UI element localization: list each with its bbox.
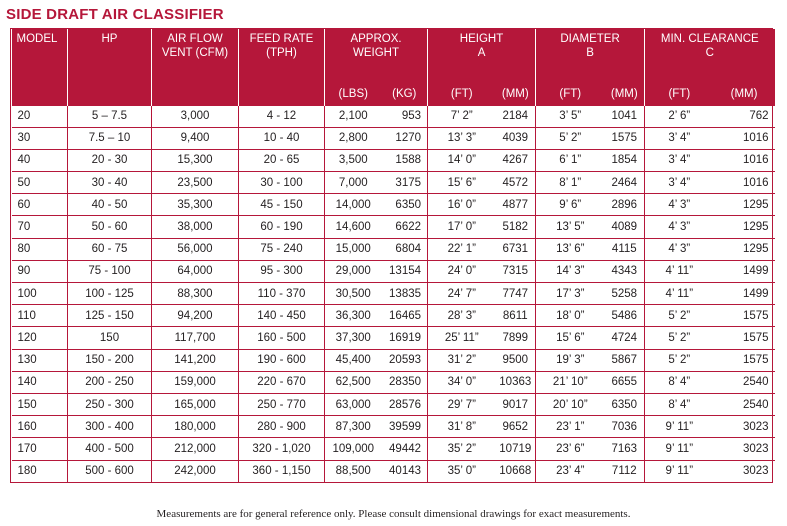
cell-airflow: 141,200 [152, 349, 239, 371]
cell-weight-lbs: 29,000 [325, 260, 382, 282]
cell-height-mm: 9017 [496, 393, 536, 415]
unit-height-ft: (FT) [428, 83, 496, 105]
header-diameter-line1: DIAMETER [560, 33, 620, 45]
cell-airflow: 180,000 [152, 416, 239, 438]
cell-weight-lbs: 2,800 [325, 127, 382, 149]
header-airflow [152, 29, 239, 83]
cell-hp: 40 - 50 [68, 194, 152, 216]
cell-clearance-mm: 2540 [714, 371, 775, 393]
cell-height-ft: 31’ 8” [428, 416, 496, 438]
header-diameter-line2: B [586, 47, 594, 59]
cell-clearance-ft: 5’ 2” [645, 305, 714, 327]
cell-airflow: 212,000 [152, 438, 239, 460]
table-row [12, 216, 775, 238]
table-row [12, 371, 775, 393]
cell-weight-lbs: 109,000 [325, 438, 382, 460]
cell-model: 40 [12, 149, 68, 171]
table-row [12, 172, 775, 194]
cell-clearance-mm: 2540 [714, 393, 775, 415]
cell-diameter-mm: 5486 [605, 305, 645, 327]
cell-feed-rate: 360 - 1,150 [239, 460, 325, 482]
cell-diameter-ft: 14’ 3” [536, 260, 605, 282]
cell-hp: 7.5 – 10 [68, 127, 152, 149]
cell-diameter-ft: 13’ 6” [536, 238, 605, 260]
cell-diameter-ft: 8’ 1” [536, 172, 605, 194]
cell-model: 20 [12, 105, 68, 127]
cell-airflow: 15,300 [152, 149, 239, 171]
cell-model: 170 [12, 438, 68, 460]
cell-hp: 250 - 300 [68, 393, 152, 415]
cell-model: 150 [12, 393, 68, 415]
cell-hp: 60 - 75 [68, 238, 152, 260]
unit-airflow-blank [152, 83, 239, 105]
cell-airflow: 9,400 [152, 127, 239, 149]
table-row [12, 305, 775, 327]
cell-clearance-mm: 1295 [714, 216, 775, 238]
cell-diameter-mm: 1854 [605, 149, 645, 171]
cell-weight-lbs: 36,300 [325, 305, 382, 327]
cell-height-ft: 22’ 1” [428, 238, 496, 260]
cell-height-mm: 8611 [496, 305, 536, 327]
cell-hp: 300 - 400 [68, 416, 152, 438]
spec-table-container [10, 28, 773, 483]
cell-feed-rate: 45 - 150 [239, 194, 325, 216]
cell-airflow: 64,000 [152, 260, 239, 282]
cell-height-ft: 28’ 3” [428, 305, 496, 327]
cell-model: 110 [12, 305, 68, 327]
cell-clearance-ft: 4’ 11” [645, 283, 714, 305]
cell-feed-rate: 10 - 40 [239, 127, 325, 149]
cell-airflow: 165,000 [152, 393, 239, 415]
cell-feed-rate: 140 - 450 [239, 305, 325, 327]
cell-weight-lbs: 14,600 [325, 216, 382, 238]
cell-weight-lbs: 45,400 [325, 349, 382, 371]
cell-diameter-mm: 2896 [605, 194, 645, 216]
cell-weight-kg: 1270 [382, 127, 428, 149]
cell-feed-rate: 20 - 65 [239, 149, 325, 171]
cell-height-mm: 9500 [496, 349, 536, 371]
cell-weight-lbs: 2,100 [325, 105, 382, 127]
cell-diameter-ft: 17’ 3” [536, 283, 605, 305]
cell-feed-rate: 250 - 770 [239, 393, 325, 415]
table-row [12, 194, 775, 216]
spec-table [11, 29, 775, 482]
cell-height-mm: 2184 [496, 105, 536, 127]
header-clearance-line2: C [705, 47, 714, 59]
cell-airflow: 94,200 [152, 305, 239, 327]
cell-height-ft: 24’ 0” [428, 260, 496, 282]
cell-clearance-mm: 762 [714, 105, 775, 127]
cell-clearance-mm: 1016 [714, 149, 775, 171]
cell-height-mm: 6731 [496, 238, 536, 260]
cell-clearance-mm: 1295 [714, 238, 775, 260]
cell-feed-rate: 4 - 12 [239, 105, 325, 127]
cell-weight-kg: 40143 [382, 460, 428, 482]
unit-lbs: (LBS) [325, 83, 382, 105]
header-feed-rate [239, 29, 325, 83]
cell-hp: 400 - 500 [68, 438, 152, 460]
cell-feed-rate: 30 - 100 [239, 172, 325, 194]
cell-diameter-mm: 5258 [605, 283, 645, 305]
cell-clearance-mm: 1575 [714, 327, 775, 349]
cell-diameter-ft: 19’ 3” [536, 349, 605, 371]
cell-diameter-ft: 15’ 6” [536, 327, 605, 349]
cell-clearance-ft: 8’ 4” [645, 393, 714, 415]
cell-clearance-ft: 5’ 2” [645, 349, 714, 371]
table-row [12, 105, 775, 127]
cell-weight-kg: 20593 [382, 349, 428, 371]
table-row [12, 327, 775, 349]
table-row [12, 438, 775, 460]
cell-weight-kg: 6622 [382, 216, 428, 238]
header-hp: HP [68, 29, 152, 83]
cell-model: 180 [12, 460, 68, 482]
header-airflow-line1: AIR FLOW [167, 33, 223, 45]
cell-weight-kg: 1588 [382, 149, 428, 171]
header-model: MODEL [12, 29, 68, 83]
header-airflow-line2: VENT (CFM) [161, 47, 229, 59]
cell-height-mm: 5182 [496, 216, 536, 238]
cell-clearance-ft: 3’ 4” [645, 149, 714, 171]
cell-weight-kg: 6804 [382, 238, 428, 260]
cell-diameter-mm: 6350 [605, 393, 645, 415]
cell-diameter-mm: 2464 [605, 172, 645, 194]
cell-diameter-mm: 4724 [605, 327, 645, 349]
cell-height-ft: 15’ 6” [428, 172, 496, 194]
unit-height-mm: (MM) [496, 83, 536, 105]
header-height [428, 29, 536, 83]
cell-model: 70 [12, 216, 68, 238]
header-feed-line1: FEED RATE [249, 33, 314, 45]
cell-height-mm: 10719 [496, 438, 536, 460]
cell-model: 120 [12, 327, 68, 349]
cell-airflow: 242,000 [152, 460, 239, 482]
cell-height-mm: 7747 [496, 283, 536, 305]
cell-model: 80 [12, 238, 68, 260]
footnote: Measurements are for general reference only. Please consult dimensional drawings for exact measurements. [156, 508, 631, 520]
cell-model: 130 [12, 349, 68, 371]
cell-feed-rate: 110 - 370 [239, 283, 325, 305]
cell-model: 60 [12, 194, 68, 216]
cell-airflow: 117,700 [152, 327, 239, 349]
cell-airflow: 159,000 [152, 371, 239, 393]
cell-clearance-mm: 1016 [714, 127, 775, 149]
cell-feed-rate: 75 - 240 [239, 238, 325, 260]
table-row [12, 349, 775, 371]
cell-model: 160 [12, 416, 68, 438]
cell-diameter-mm: 4343 [605, 260, 645, 282]
cell-model: 140 [12, 371, 68, 393]
table-body [12, 105, 775, 482]
header-clearance-line1: MIN. CLEARANCE [660, 33, 759, 45]
cell-diameter-mm: 1575 [605, 127, 645, 149]
cell-weight-lbs: 88,500 [325, 460, 382, 482]
cell-clearance-mm: 1295 [714, 194, 775, 216]
cell-clearance-ft: 9’ 11” [645, 438, 714, 460]
cell-clearance-ft: 8’ 4” [645, 371, 714, 393]
cell-clearance-ft: 2’ 6” [645, 105, 714, 127]
cell-diameter-mm: 1041 [605, 105, 645, 127]
cell-height-ft: 35’ 2” [428, 438, 496, 460]
cell-feed-rate: 95 - 300 [239, 260, 325, 282]
cell-weight-lbs: 37,300 [325, 327, 382, 349]
cell-diameter-ft: 23’ 6” [536, 438, 605, 460]
header-height-line2: A [477, 47, 486, 59]
table-row [12, 260, 775, 282]
cell-hp: 100 - 125 [68, 283, 152, 305]
cell-diameter-ft: 18’ 0” [536, 305, 605, 327]
cell-height-ft: 17’ 0” [428, 216, 496, 238]
cell-height-ft: 29’ 7” [428, 393, 496, 415]
cell-hp: 125 - 150 [68, 305, 152, 327]
cell-clearance-ft: 9’ 11” [645, 416, 714, 438]
unit-kg: (KG) [382, 83, 428, 105]
cell-airflow: 3,000 [152, 105, 239, 127]
cell-airflow: 38,000 [152, 216, 239, 238]
cell-weight-kg: 28576 [382, 393, 428, 415]
cell-model: 50 [12, 172, 68, 194]
unit-diameter-mm: (MM) [605, 83, 645, 105]
cell-airflow: 23,500 [152, 172, 239, 194]
table-row [12, 416, 775, 438]
cell-height-mm: 4267 [496, 149, 536, 171]
cell-diameter-ft: 6’ 1” [536, 149, 605, 171]
cell-weight-kg: 16919 [382, 327, 428, 349]
unit-hp-blank [68, 83, 152, 105]
cell-height-mm: 4039 [496, 127, 536, 149]
table-row [12, 149, 775, 171]
header-diameter [536, 29, 645, 83]
cell-hp: 75 - 100 [68, 260, 152, 282]
cell-clearance-ft: 4’ 11” [645, 260, 714, 282]
table-row [12, 238, 775, 260]
cell-height-ft: 7’ 2” [428, 105, 496, 127]
cell-diameter-mm: 4115 [605, 238, 645, 260]
cell-clearance-mm: 1575 [714, 349, 775, 371]
cell-height-mm: 7899 [496, 327, 536, 349]
cell-clearance-mm: 1016 [714, 172, 775, 194]
cell-height-mm: 9652 [496, 416, 536, 438]
cell-diameter-mm: 6655 [605, 371, 645, 393]
cell-diameter-ft: 13’ 5” [536, 216, 605, 238]
table-row [12, 283, 775, 305]
cell-hp: 500 - 600 [68, 460, 152, 482]
cell-hp: 20 - 30 [68, 149, 152, 171]
cell-clearance-ft: 5’ 2” [645, 327, 714, 349]
cell-height-mm: 7315 [496, 260, 536, 282]
cell-clearance-mm: 1499 [714, 260, 775, 282]
cell-clearance-mm: 3023 [714, 460, 775, 482]
table-row [12, 127, 775, 149]
header-feed-line2: (TPH) [266, 47, 297, 59]
cell-weight-lbs: 15,000 [325, 238, 382, 260]
cell-clearance-ft: 4’ 3” [645, 194, 714, 216]
cell-height-ft: 35’ 0” [428, 460, 496, 482]
cell-height-ft: 14’ 0” [428, 149, 496, 171]
page-title: SIDE DRAFT AIR CLASSIFIER [6, 6, 224, 23]
cell-height-mm: 4877 [496, 194, 536, 216]
table-row [12, 460, 775, 482]
cell-clearance-ft: 3’ 4” [645, 172, 714, 194]
cell-clearance-mm: 1575 [714, 305, 775, 327]
cell-weight-lbs: 3,500 [325, 149, 382, 171]
cell-height-ft: 34’ 0” [428, 371, 496, 393]
cell-feed-rate: 280 - 900 [239, 416, 325, 438]
table-header [12, 29, 775, 105]
cell-clearance-mm: 3023 [714, 416, 775, 438]
cell-clearance-mm: 3023 [714, 438, 775, 460]
cell-airflow: 88,300 [152, 283, 239, 305]
cell-feed-rate: 320 - 1,020 [239, 438, 325, 460]
cell-diameter-mm: 7036 [605, 416, 645, 438]
cell-weight-lbs: 62,500 [325, 371, 382, 393]
cell-weight-lbs: 87,300 [325, 416, 382, 438]
cell-weight-kg: 3175 [382, 172, 428, 194]
cell-clearance-ft: 9’ 11” [645, 460, 714, 482]
cell-hp: 200 - 250 [68, 371, 152, 393]
cell-weight-kg: 13835 [382, 283, 428, 305]
cell-weight-kg: 16465 [382, 305, 428, 327]
cell-diameter-mm: 5867 [605, 349, 645, 371]
cell-hp: 30 - 40 [68, 172, 152, 194]
cell-height-ft: 13’ 3” [428, 127, 496, 149]
unit-diameter-ft: (FT) [536, 83, 605, 105]
cell-weight-kg: 49442 [382, 438, 428, 460]
cell-clearance-ft: 3’ 4” [645, 127, 714, 149]
cell-weight-lbs: 7,000 [325, 172, 382, 194]
cell-clearance-ft: 4’ 3” [645, 238, 714, 260]
cell-height-ft: 31’ 2” [428, 349, 496, 371]
cell-feed-rate: 190 - 600 [239, 349, 325, 371]
unit-feed-blank [239, 83, 325, 105]
cell-feed-rate: 220 - 670 [239, 371, 325, 393]
cell-airflow: 35,300 [152, 194, 239, 216]
unit-model-blank [12, 83, 68, 105]
cell-height-ft: 25’ 11” [428, 327, 496, 349]
cell-airflow: 56,000 [152, 238, 239, 260]
cell-height-mm: 10668 [496, 460, 536, 482]
unit-clearance-mm: (MM) [714, 83, 775, 105]
cell-feed-rate: 160 - 500 [239, 327, 325, 349]
cell-weight-kg: 28350 [382, 371, 428, 393]
cell-diameter-mm: 4089 [605, 216, 645, 238]
cell-diameter-ft: 20’ 10” [536, 393, 605, 415]
cell-clearance-ft: 4’ 3” [645, 216, 714, 238]
cell-hp: 150 - 200 [68, 349, 152, 371]
cell-hp: 50 - 60 [68, 216, 152, 238]
cell-height-ft: 24’ 7” [428, 283, 496, 305]
cell-diameter-mm: 7163 [605, 438, 645, 460]
cell-height-ft: 16’ 0” [428, 194, 496, 216]
cell-weight-kg: 13154 [382, 260, 428, 282]
cell-weight-kg: 6350 [382, 194, 428, 216]
unit-clearance-ft: (FT) [645, 83, 714, 105]
cell-hp: 5 – 7.5 [68, 105, 152, 127]
cell-weight-lbs: 14,000 [325, 194, 382, 216]
header-clearance [645, 29, 775, 83]
cell-hp: 150 [68, 327, 152, 349]
cell-diameter-ft: 9’ 6” [536, 194, 605, 216]
cell-weight-kg: 39599 [382, 416, 428, 438]
cell-diameter-ft: 23’ 1” [536, 416, 605, 438]
cell-diameter-ft: 21’ 10” [536, 371, 605, 393]
cell-height-mm: 4572 [496, 172, 536, 194]
cell-diameter-ft: 3’ 5” [536, 105, 605, 127]
cell-model: 100 [12, 283, 68, 305]
cell-diameter-ft: 23’ 4” [536, 460, 605, 482]
cell-diameter-mm: 7112 [605, 460, 645, 482]
cell-clearance-mm: 1499 [714, 283, 775, 305]
cell-model: 30 [12, 127, 68, 149]
header-height-line1: HEIGHT [459, 33, 504, 45]
cell-weight-kg: 953 [382, 105, 428, 127]
cell-weight-lbs: 63,000 [325, 393, 382, 415]
table-row [12, 393, 775, 415]
header-weight: APPROX. WEIGHT [325, 29, 428, 83]
cell-feed-rate: 60 - 190 [239, 216, 325, 238]
cell-diameter-ft: 5’ 2” [536, 127, 605, 149]
cell-model: 90 [12, 260, 68, 282]
cell-height-mm: 10363 [496, 371, 536, 393]
cell-weight-lbs: 30,500 [325, 283, 382, 305]
